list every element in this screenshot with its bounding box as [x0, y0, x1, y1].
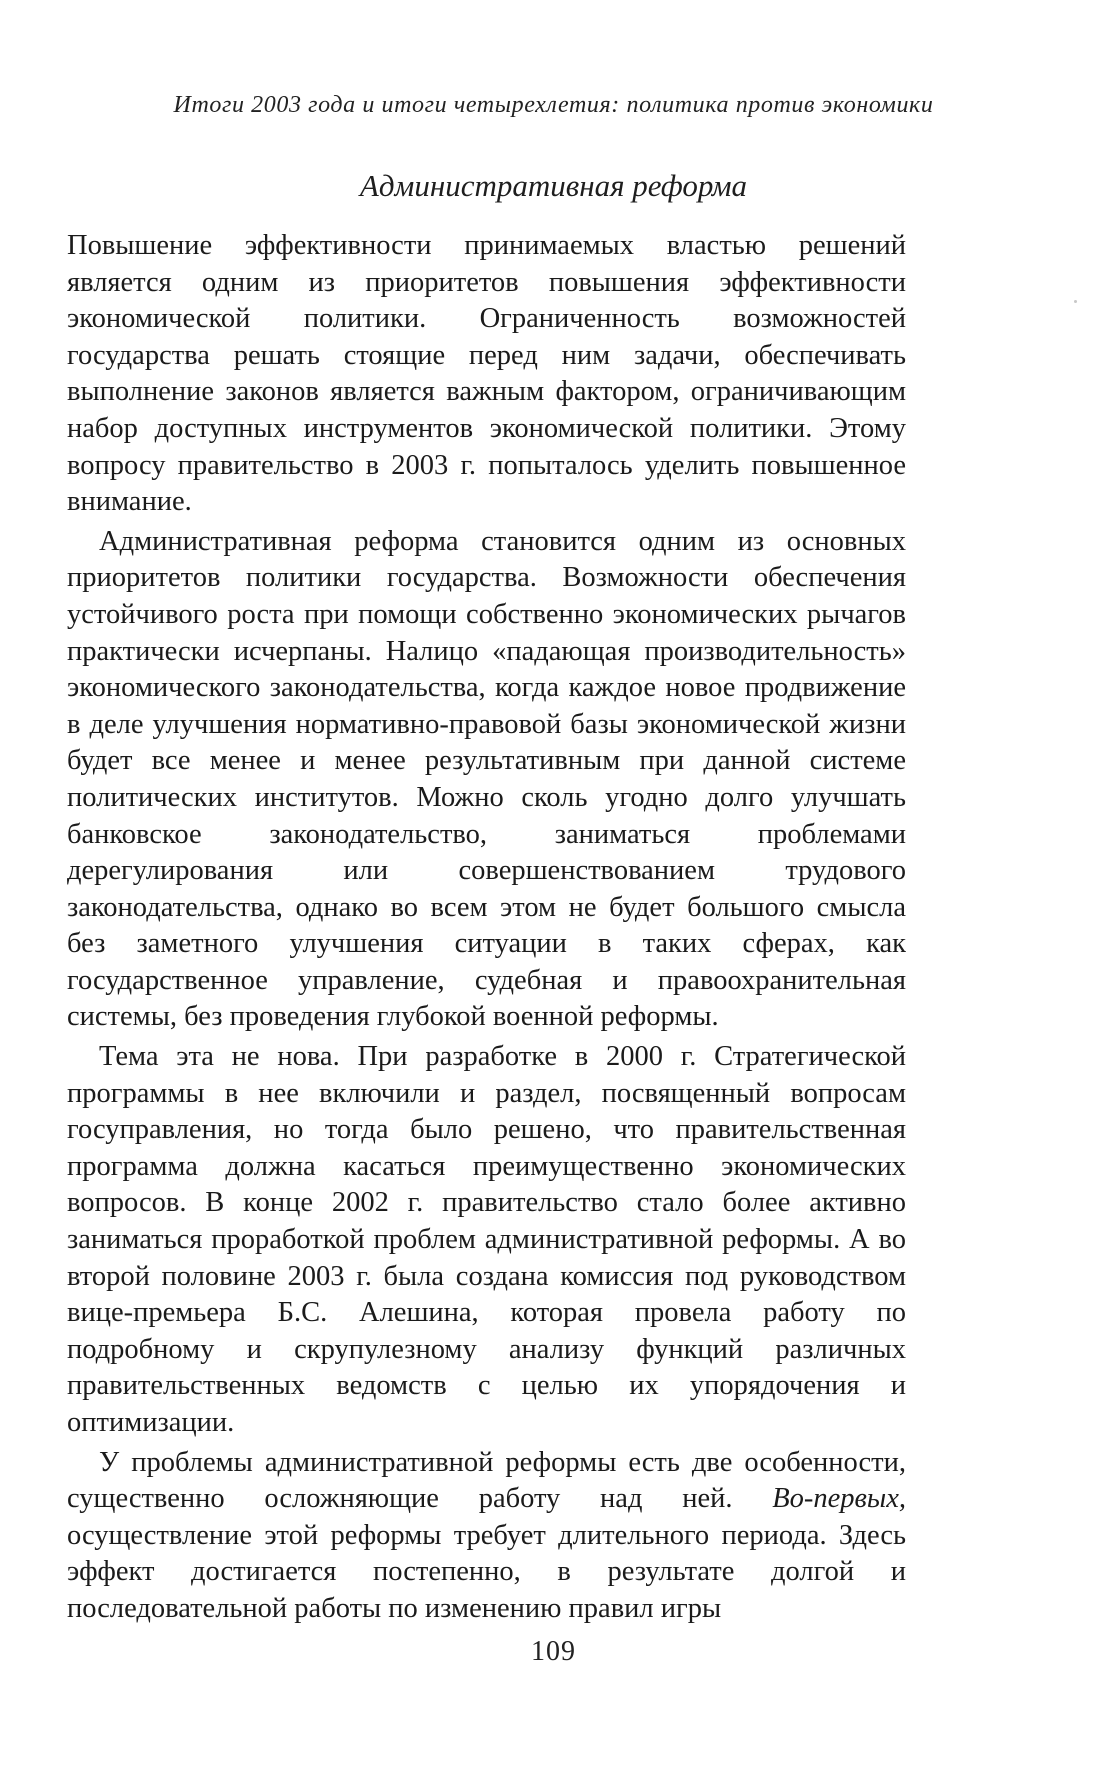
page-number: 109	[531, 1636, 576, 1667]
paragraph-4-emphasis: Во-первых,	[772, 1483, 906, 1515]
paragraph-4-start: У проблемы административной реформы есть две особенности, существенно осложняющие работу над ней.	[67, 1446, 906, 1515]
section-title: Административная реформа	[359, 168, 748, 203]
margin-speck	[1074, 300, 1077, 303]
paragraph-3: Тема эта не нова. При разработке в 2000 г. Стратегической программы в нее включили и раздел, посвященный вопросам госуправления, но тогда было решено, что правительственная программа должна касаться преимущественно экономических вопросов. В конце 2002 г. правительство стало более активно заниматься проработкой проблем административной реформы. А во второй половине 2003 г. была создана комиссия под руководством вице-премьера Б.С. Алешина, которая провела работу по подробному и скрупулезному анализу функций различных правительственных ведомств с целью их упорядочения и оптимизации.	[67, 1041, 906, 1438]
paragraph-1: Повышение эффективности принимаемых властью решений является одним из приоритетов повышения эффективности экономической политики. Ограниченность возможностей государства решать стоящие перед ним задачи, обеспечивать выполнение законов является важным фактором, ограничивающим набор доступных инструментов экономической политики. Этому вопросу правительство в 2003 г. попыталось уделить повышенное внимание.	[67, 230, 906, 518]
paragraph-2: Административная реформа становится одним из основных приоритетов политики государства. Возможности обеспечения устойчивого роста при помощи собственно экономических рычагов практически исчерпаны. Налицо «падающая производительность» экономического законодательства, когда каждое новое продвижение в деле улучшения нормативно-правовой базы экономической жизни будет все менее и менее результативным при данной системе политических институтов. Можно сколь угодно долго улучшать банковское законодательство, заниматься проблемами дерегулирования или совершенствованием трудового законодательства, однако во всем этом не будет большого смысла без заметного улучшения ситуации в таких сферах, как государственное управление, судебная и правоохранительная системы, без проведения глубокой военной реформы.	[67, 525, 906, 1033]
running-head: Итоги 2003 года и итоги четырехлетия: политика против экономики	[173, 92, 934, 118]
paragraph-4-end: осуществление этой реформы требует длительного периода. Здесь эффект достигается постепенно, в результате долгой и последовательной работы по изменению правил игры	[67, 1519, 906, 1624]
body-text	[67, 228, 906, 1631]
paragraph-4	[67, 1445, 906, 1628]
